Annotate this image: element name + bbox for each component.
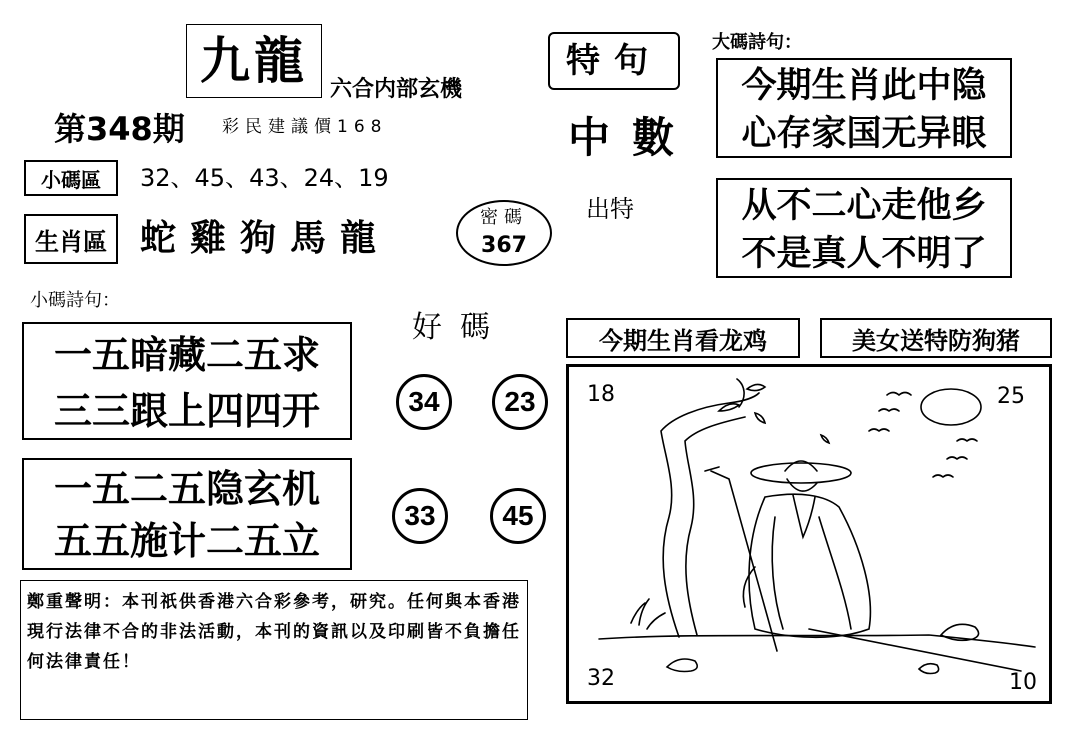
small-poem-line-2: 三三跟上四四开 [53,389,320,433]
rock-icon [919,664,939,674]
special-phrase: 中數 [568,113,697,162]
bird-icon [879,409,899,411]
special-note: 出特 [586,195,634,223]
secret-code-oval [456,200,552,266]
slogan: 彩民建議價168 [222,117,388,137]
corner-number-bottom-left: 32 [587,666,615,691]
subtitle: 六合内部玄機 [330,77,463,102]
hat-icon [751,463,851,483]
small-poem-line-1: 一五暗藏二五求 [53,333,320,377]
big-poem-line-4: 不是真人不明了 [741,234,987,274]
issue-number: 第348期 [54,110,185,148]
good-number-3: 33 [392,488,448,544]
staff-icon [711,471,777,651]
good-number-4: 45 [490,488,546,544]
small-poem-box-top [22,322,352,440]
big-poem-box-bottom [716,178,1012,278]
bird-icon [887,393,911,396]
corner-number-top-left: 18 [587,382,615,407]
corner-number-bottom-right: 10 [1009,670,1037,695]
bird-icon [957,439,977,441]
bird-icon [869,429,889,431]
sage-illustration [569,367,1049,701]
picture-frame [566,364,1052,704]
corner-number-top-right: 25 [997,384,1025,409]
brand-box [186,24,322,98]
big-poem-label: 大碼詩句： [712,32,802,53]
secret-code-label: 密碼 [480,207,528,228]
good-number-1: 34 [396,374,452,430]
rock-icon [667,659,697,672]
good-numbers-title: 好碼 [412,310,508,345]
small-poem-box-bottom [22,458,352,570]
small-numbers-label: 小碼區 [24,160,118,196]
brand-title: 九龍 [200,31,308,90]
zodiac-animals: 蛇雞狗馬龍 [140,218,391,259]
big-poem-line-1: 今期生肖此中隐 [741,66,987,106]
zodiac-label: 生肖區 [24,214,118,264]
bird-icon [933,475,953,477]
moon-icon [921,389,981,425]
hint-left: 今期生肖看龙鸡 [566,318,800,358]
small-poem-line-3: 一五二五隐玄机 [53,467,320,511]
disclaimer-box [20,580,528,720]
secret-code-value: 367 [481,233,527,258]
bird-icon [947,457,967,459]
good-number-2: 23 [492,374,548,430]
big-poem-line-3: 从不二心走他乡 [741,186,987,226]
big-poem-line-2: 心存家国无异眼 [741,114,987,154]
special-badge-text: 特句 [566,41,662,81]
big-poem-box-top [716,58,1012,158]
small-numbers-values: 32、45、43、24、19 [140,164,389,192]
disclaimer-text: 鄭重聲明：本刊祇供香港六合彩參考，研究。任何與本香港現行法律不合的非法活動，本刊的資訊以及印刷皆不負擔任何法律責任！ [27,592,521,672]
small-poem-line-4: 五五施计二五立 [53,519,320,563]
small-poem-label: 小碼詩句： [30,290,120,311]
special-badge [548,32,680,90]
hint-right: 美女送特防狗猪 [820,318,1052,358]
